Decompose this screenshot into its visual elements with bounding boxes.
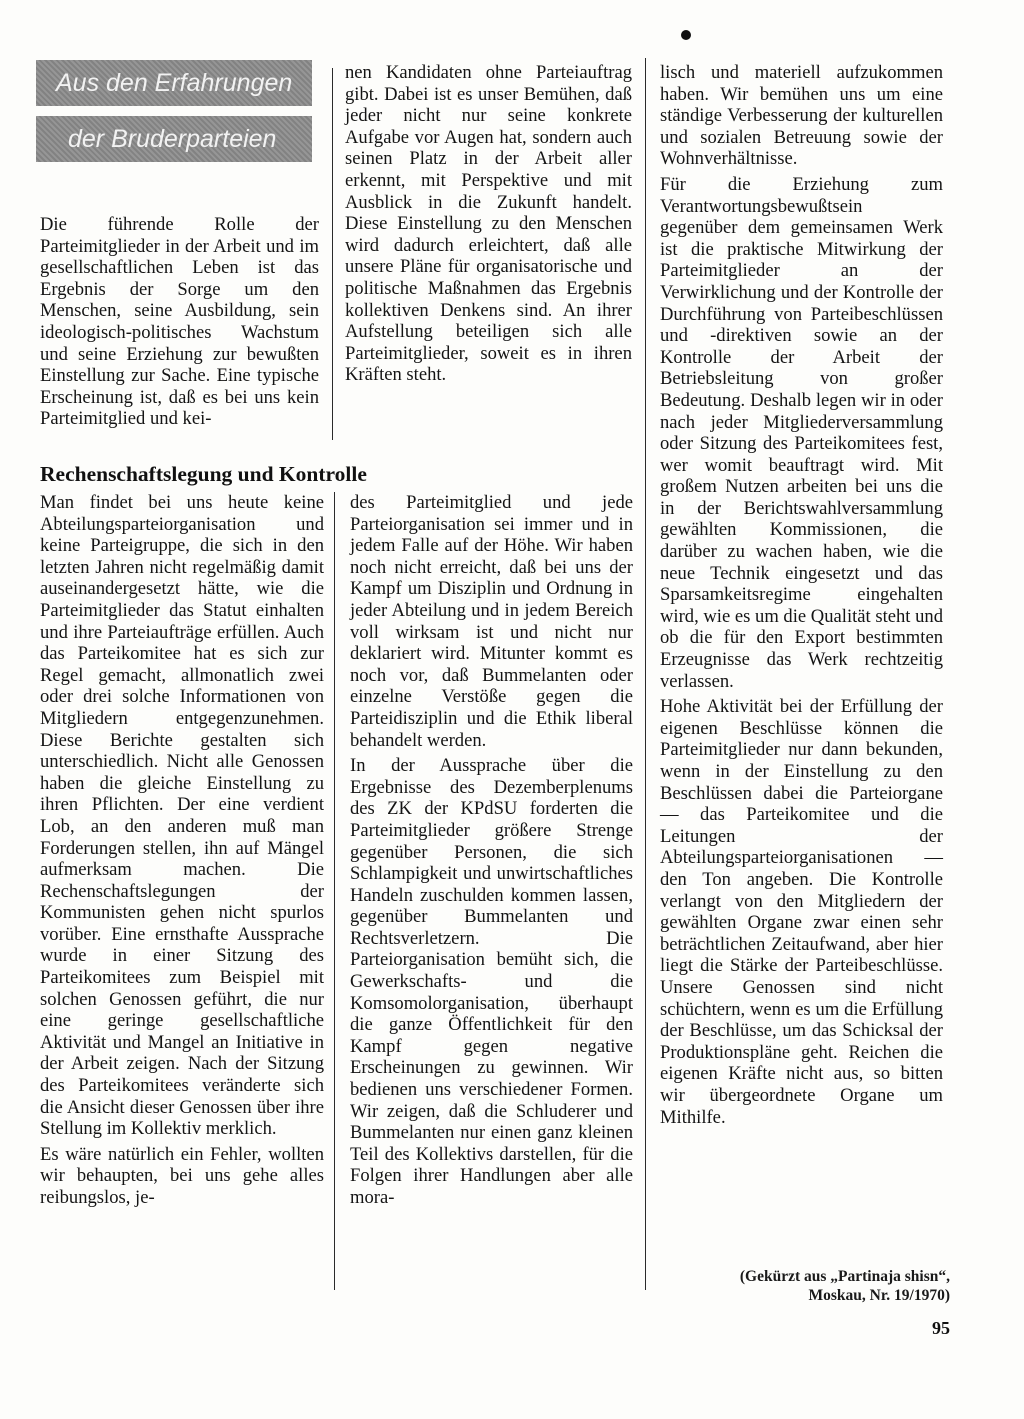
column-3 (660, 62, 943, 1128)
column-rule (334, 492, 335, 1290)
paragraph: Die führende Rolle der Parteimitglieder in der Arbeit und im gesellschaftlichen Leben ist das Ergebnis der Sorge um den Menschen, seine Ausbildung, sein ideologisch-politisches Wachstum und seine Erziehung zur bewußten Einstellung zur Sache. Eine typische Erscheinung ist, daß es bei uns kein Parteimitglied und kei- (40, 214, 319, 430)
column-rule (332, 68, 333, 440)
paragraph: des Parteimitglied und jede Parteiorganisation sei immer und in jedem Falle auf der Höhe. Wir haben noch nicht erreicht, daß bei uns der Kampf um Disziplin und Ordnung in jeder Abteilung und in jedem Bereich voll wirksam ist und nicht nur deklariert wird. Mitunter kommt es noch vor, daß Bummelanten oder einzelne Verstöße gegen die Parteidisziplin und die Ethik liberal behandelt werden. (350, 492, 633, 751)
paragraph: lisch und materiell aufzukommen haben. Wir bemühen uns um eine ständige Verbesserung der kulturellen und sozialen Betreuung sowie der Wohnverhältnisse. (660, 62, 943, 170)
column-rule (645, 58, 646, 1290)
banner-line-2: der Bruderparteien (68, 125, 277, 153)
paragraph: Für die Erziehung zum Verantwortungsbewußtsein gegenüber dem gemeinsamen Werk ist die praktische Mitwirkung der Parteimitglieder an der Verwirklichung und der Kontrolle der Durchführung von Parteibeschlüssen und -direktiven sowie an der Kontrolle der Arbeit der Betriebsleitung von großer Bedeutung. Deshalb legen wir in oder nach jeder Mitgliederversammlung oder Sitzung des Parteikomitees fest, wer womit beauftragt wird. Mit großem Nutzen arbeiten bei uns die in der Berichtswahlversammlung gewählten Kommissionen, die darüber zu wachen haben, wie die neue Technik eingesetzt und das Sparsamkeitsregime eingehalten wird, wie es um die Qualität steht und ob die für den Export bestimmten Erzeugnisse das Werk rechtzeitig verlassen. (660, 173, 943, 692)
column-2-bottom (350, 492, 633, 1209)
paragraph: nen Kandidaten ohne Parteiauftrag gibt. Dabei ist es unser Bemühen, daß jeder nicht nur seine konkrete Aufgabe vor Augen hat, sondern auch seinen Platz in der Arbeit aller erkennt, mit Perspektive und mit Ausblick in die Zukunft handelt. Diese Einstellung zu den Menschen wird dadurch erleichtert, daß alle unsere Pläne für organisatorische und politische Maßnahmen das Ergebnis kollektiven Denkens sind. An ihrer Aufstellung beteiligen sich alle Parteimitglieder, soweit es in ihren Kräften steht. (345, 62, 632, 386)
section-heading: Rechenschaftslegung und Kontrolle (40, 462, 367, 486)
paragraph: Hohe Aktivität bei der Erfüllung der eigenen Beschlüsse können die Parteimitglieder nur dann bekunden, wenn in der Einstellung zu den Beschlüssen dabei die Parteiorgane — das Parteikomitee und die Leitungen der Abteilungsparteiorganisationen — den Ton angeben. Die Kontrolle verlangt von den Mitgliedern der gewählten Organe zwar einen sehr beträchtlichen Zeitaufwand, aber hier liegt die Stärke der Parteibeschlüsse. Unsere Genossen sind nicht schüchtern, wenn es um die Erfüllung der Beschlüsse, um das Schicksal der Produktionspläne geht. Reichen die eigenen Kräfte nicht aus, so bitten wir übergeordnete Organe um Mithilfe. (660, 696, 943, 1128)
banner-line-1: Aus den Erfahrungen (56, 69, 293, 97)
column-1-bottom (40, 492, 324, 1209)
paragraph: In der Aussprache über die Ergebnisse des Dezemberplenums des ZK der KPdSU forderten die Parteimitglieder größere Strenge gegenüber Personen, die sich Schlampigkeit und unwirtschaftliches Handeln zuschulden kommen lassen, gegenüber Bummelanten und Rechtsverletzern. Die Parteiorganisation bemüht sich, die Gewerkschafts- und die Komsomolorganisation, überhaupt die ganze Öffentlichkeit für den Kampf gegen negative Erscheinungen zu gewinnen. Wir bedienen uns verschiedener Formen. Wir zeigen, daß die Schluderer und Bummelanten nur einen ganz kleinen Teil des Kollektivs darstellen, für die Folgen ihrer Handlungen aber alle mora- (350, 755, 633, 1208)
series-banner-top (36, 60, 312, 106)
column-2-top (345, 62, 632, 386)
page-number: 95 (932, 1318, 950, 1338)
source-citation (690, 1267, 950, 1305)
bullet-mark (681, 30, 691, 40)
source-line-1: (Gekürzt aus „Partinaja shisn“, (739, 1268, 950, 1285)
paragraph: Es wäre natürlich ein Fehler, wollten wir behaupten, bei uns gehe alles reibungslos, je- (40, 1143, 324, 1208)
source-line-2: Moskau, Nr. 19/1970) (808, 1287, 950, 1304)
column-1-top (40, 214, 319, 430)
paragraph: Man findet bei uns heute keine Abteilungsparteiorganisation und keine Parteigruppe, die sich in den letzten Jahren nicht regelmäßig damit auseinandergesetzt hätte, wie die Parteimitglieder das Statut einhalten und ihre Parteiaufträge erfüllen. Auch das Parteikomitee hat es sich zur Regel gemacht, allmonatlich zwei oder drei solche Informationen von Mitgliedern entgegenzunehmen. Diese Berichte gestalten sich unterschiedlich. Nicht alle Genossen haben die gleiche Einstellung zu ihren Pflichten. Der eine verdient Lob, an den anderen muß man Forderungen stellen, ihn auf Mängel aufmerksam machen. Die Rechenschaftslegungen der Kommunisten gehen nicht spurlos vorüber. Eine ernsthafte Aussprache wurde in einer Sitzung des Parteikomitees zum Beispiel mit solchen Genossen geführt, die nur eine geringe gesellschaftliche Aktivität und Mangel an Initiative in der Arbeit zeigen. Nach der Sitzung des Parteikomitees veränderte sich die Ansicht dieser Genossen über ihre Stellung im Kollektiv merklich. (40, 492, 324, 1140)
series-banner-bottom (36, 116, 312, 162)
